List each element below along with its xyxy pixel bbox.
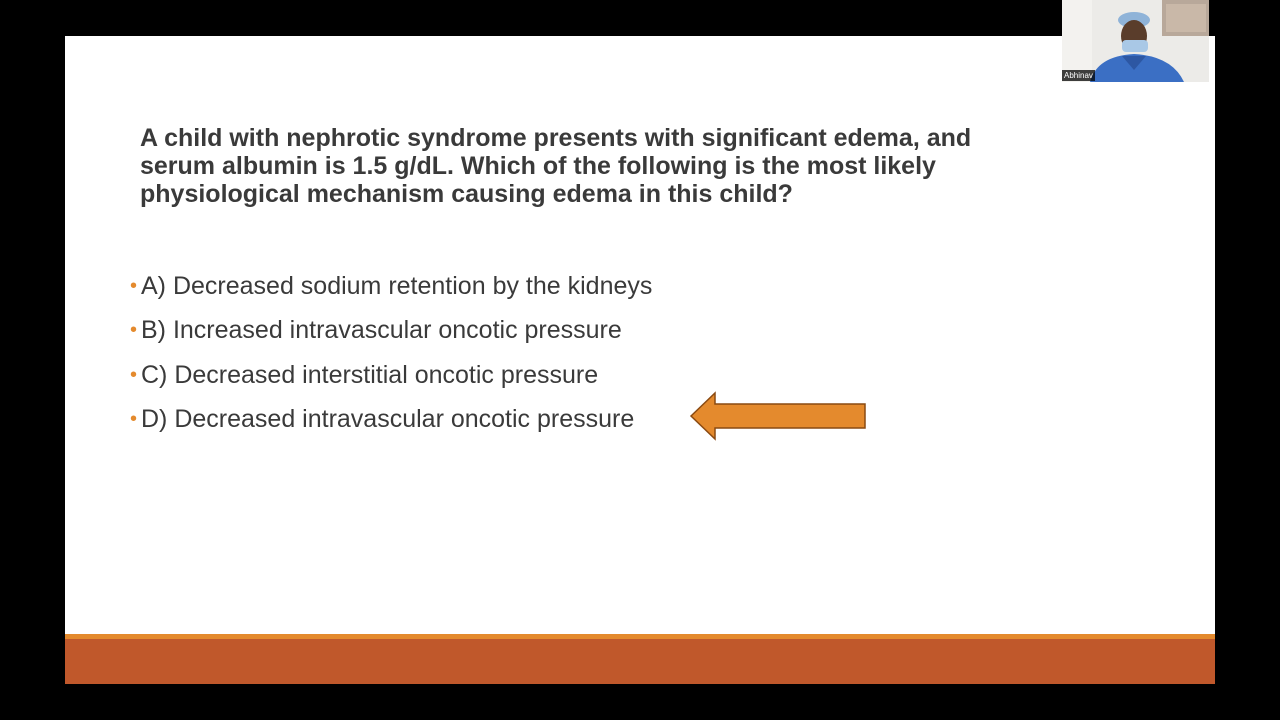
option-a-label: A) Decreased sodium retention by the kidneys xyxy=(141,271,653,300)
question-text: A child with nephrotic syndrome presents with significant edema, and serum albumin is 1.5 g/dL. Which of the following is the most likely physiological mechanism causing edema in this child? xyxy=(140,124,972,208)
option-d-label: D) Decreased intravascular oncotic pressure xyxy=(141,405,635,434)
option-d xyxy=(130,398,652,443)
option-a xyxy=(130,264,652,309)
footer-band xyxy=(65,639,1215,684)
option-b-label: B) Increased intravascular oncotic pressure xyxy=(141,316,622,345)
answer-options-list xyxy=(130,264,652,442)
option-c xyxy=(130,353,652,398)
bullet-icon: • xyxy=(130,363,138,386)
bullet-icon: • xyxy=(130,274,138,297)
presentation-slide xyxy=(65,36,1215,684)
participant-video-tile[interactable] xyxy=(1062,0,1209,82)
option-c-label: C) Decreased interstitial oncotic pressure xyxy=(141,360,599,389)
left-arrow-icon xyxy=(689,391,867,441)
option-b xyxy=(130,309,652,354)
bullet-icon: • xyxy=(130,408,138,431)
participant-name-label: Abhinav xyxy=(1064,71,1093,80)
bullet-icon: • xyxy=(130,319,138,342)
